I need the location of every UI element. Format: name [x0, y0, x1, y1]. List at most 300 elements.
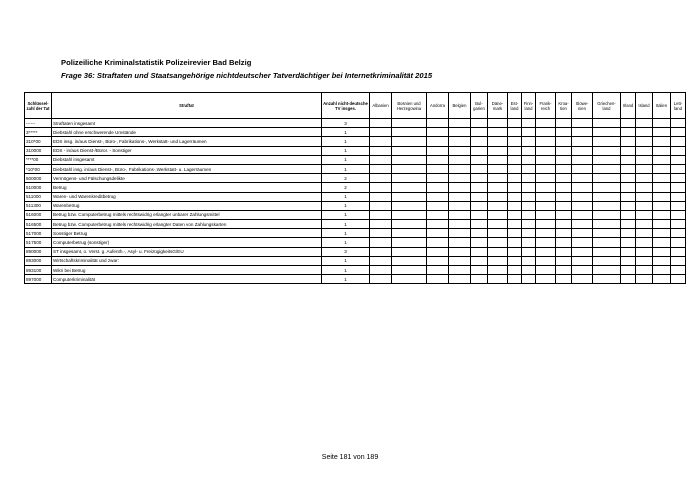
- country-cell: [536, 247, 556, 256]
- row-offense: ST insgesamt, o. Verst. g. Aufenth.-, Asyl- u. FreizügigkeitsG/EU: [52, 247, 322, 256]
- country-cell: [636, 238, 653, 247]
- country-cell: [536, 229, 556, 238]
- country-cell: [392, 238, 427, 247]
- country-cell: [653, 220, 671, 229]
- country-cell: [427, 155, 449, 164]
- table-row: [25, 119, 686, 128]
- row-offense: Diebstahl ohne erschwerende Umstände: [52, 128, 322, 137]
- country-cell: [572, 137, 593, 146]
- country-cell: [536, 275, 556, 284]
- country-cell: [488, 247, 508, 256]
- country-cell: [370, 164, 392, 173]
- country-cell: [427, 146, 449, 155]
- country-cell: [536, 174, 556, 183]
- country-cell: [392, 164, 427, 173]
- country-cell: [488, 164, 508, 173]
- country-cell: [653, 210, 671, 219]
- table-header-row: [25, 93, 686, 119]
- country-cell: [392, 128, 427, 137]
- country-cell: [488, 275, 508, 284]
- header-country: Irland: [621, 93, 636, 119]
- country-cell: [522, 256, 536, 265]
- country-cell: [671, 164, 686, 173]
- country-cell: [621, 266, 636, 275]
- country-cell: [392, 183, 427, 192]
- country-cell: [621, 146, 636, 155]
- country-cell: [536, 201, 556, 210]
- country-cell: [427, 128, 449, 137]
- country-cell: [593, 155, 621, 164]
- country-cell: [621, 256, 636, 265]
- country-cell: [508, 164, 522, 173]
- country-cell: [556, 229, 572, 238]
- row-offense: Betrug bzw. Computerbetrug mittels rechtswidrig erlangter Daten von Zahlungskarten: [52, 220, 322, 229]
- country-cell: [653, 266, 671, 275]
- statistics-table: [24, 92, 686, 284]
- row-count: 1: [322, 275, 370, 284]
- country-cell: [370, 146, 392, 155]
- country-cell: [522, 238, 536, 247]
- country-cell: [536, 210, 556, 219]
- country-cell: [653, 137, 671, 146]
- country-cell: [427, 137, 449, 146]
- country-cell: [536, 256, 556, 265]
- row-count: 1: [322, 146, 370, 155]
- country-cell: [449, 183, 471, 192]
- country-cell: [621, 220, 636, 229]
- country-cell: [449, 275, 471, 284]
- row-count: 1: [322, 220, 370, 229]
- row-offense: Wikri bei Betrug: [52, 266, 322, 275]
- country-cell: [572, 275, 593, 284]
- country-cell: [621, 210, 636, 219]
- country-cell: [572, 256, 593, 265]
- country-cell: [572, 128, 593, 137]
- country-cell: [536, 146, 556, 155]
- table-row: [25, 201, 686, 210]
- country-cell: [653, 128, 671, 137]
- country-cell: [671, 192, 686, 201]
- country-cell: [671, 247, 686, 256]
- country-cell: [593, 220, 621, 229]
- country-cell: [671, 238, 686, 247]
- header-country: Lett-land: [671, 93, 686, 119]
- country-cell: [392, 119, 427, 128]
- country-cell: [508, 137, 522, 146]
- country-cell: [522, 210, 536, 219]
- row-count: 1: [322, 210, 370, 219]
- country-cell: [671, 275, 686, 284]
- country-cell: [471, 183, 488, 192]
- row-offense: Computerkriminalität: [52, 275, 322, 284]
- country-cell: [449, 256, 471, 265]
- country-cell: [536, 238, 556, 247]
- row-count: 1: [322, 266, 370, 275]
- header-country: Italien: [653, 93, 671, 119]
- country-cell: [671, 137, 686, 146]
- country-cell: [370, 119, 392, 128]
- table-row: [25, 247, 686, 256]
- country-cell: [392, 266, 427, 275]
- country-cell: [572, 183, 593, 192]
- document-subtitle: Frage 36: Straftaten und Staatsangehörige nichtdeutscher Tatverdächtiger bei Internetkriminalität 2015: [61, 71, 433, 80]
- country-cell: [488, 210, 508, 219]
- country-cell: [671, 174, 686, 183]
- table-row: [25, 192, 686, 201]
- row-offense: EDS - in/aus Dienst-/Büror. - Sonstiger: [52, 146, 322, 155]
- country-cell: [593, 247, 621, 256]
- country-cell: [556, 183, 572, 192]
- header-country: Slowe-nien: [572, 93, 593, 119]
- country-cell: [653, 119, 671, 128]
- header-country: Est-land: [508, 93, 522, 119]
- country-cell: [392, 201, 427, 210]
- header-country: Frank-reich: [536, 93, 556, 119]
- country-cell: [621, 275, 636, 284]
- country-cell: [522, 128, 536, 137]
- country-cell: [572, 210, 593, 219]
- country-cell: [508, 256, 522, 265]
- country-cell: [653, 155, 671, 164]
- country-cell: [636, 229, 653, 238]
- country-cell: [508, 275, 522, 284]
- country-cell: [471, 137, 488, 146]
- country-cell: [572, 146, 593, 155]
- country-cell: [671, 266, 686, 275]
- row-count: 1: [322, 155, 370, 164]
- country-cell: [536, 128, 556, 137]
- country-cell: [370, 247, 392, 256]
- country-cell: [471, 220, 488, 229]
- country-cell: [370, 137, 392, 146]
- country-cell: [653, 275, 671, 284]
- country-cell: [653, 201, 671, 210]
- row-count: 1: [322, 229, 370, 238]
- table-row: [25, 275, 686, 284]
- country-cell: [621, 137, 636, 146]
- country-cell: [427, 266, 449, 275]
- country-cell: [572, 220, 593, 229]
- country-cell: [556, 192, 572, 201]
- country-cell: [621, 164, 636, 173]
- row-offense: EDS insg. in/aus Dienst-, Büro-, Fabrikations-, Werkstatt- und Lagerräumen: [52, 137, 322, 146]
- country-cell: [572, 229, 593, 238]
- table-row: [25, 164, 686, 173]
- country-cell: [488, 266, 508, 275]
- country-cell: [471, 155, 488, 164]
- row-key: 516500: [25, 220, 52, 229]
- country-cell: [488, 238, 508, 247]
- country-cell: [508, 210, 522, 219]
- country-cell: [636, 256, 653, 265]
- country-cell: [556, 201, 572, 210]
- row-count: 1: [322, 238, 370, 247]
- row-count: 1: [322, 201, 370, 210]
- country-cell: [636, 155, 653, 164]
- country-cell: [508, 220, 522, 229]
- country-cell: [556, 247, 572, 256]
- country-cell: [488, 137, 508, 146]
- country-cell: [508, 146, 522, 155]
- header-country: Bul-garien: [471, 93, 488, 119]
- table-row: [25, 128, 686, 137]
- country-cell: [636, 201, 653, 210]
- row-key: 511300: [25, 201, 52, 210]
- country-cell: [593, 238, 621, 247]
- country-cell: [449, 137, 471, 146]
- country-cell: [488, 146, 508, 155]
- country-cell: [671, 256, 686, 265]
- header-count: Anzahl nicht-deutsche TV insges.: [322, 93, 370, 119]
- country-cell: [508, 201, 522, 210]
- country-cell: [392, 137, 427, 146]
- country-cell: [536, 220, 556, 229]
- row-offense: Betrug bzw. Computerbetrug mittels rechtswidrig erlangter unbarer Zahlungsmittel: [52, 210, 322, 219]
- row-key: 893000: [25, 256, 52, 265]
- country-cell: [572, 155, 593, 164]
- country-cell: [522, 155, 536, 164]
- country-cell: [508, 229, 522, 238]
- country-cell: [556, 119, 572, 128]
- country-cell: [370, 192, 392, 201]
- row-key: 517000: [25, 229, 52, 238]
- country-cell: [370, 238, 392, 247]
- country-cell: [636, 119, 653, 128]
- country-cell: [671, 229, 686, 238]
- country-cell: [653, 183, 671, 192]
- table-row: [25, 210, 686, 219]
- country-cell: [449, 174, 471, 183]
- row-count: 3: [322, 247, 370, 256]
- row-key: 3*****: [25, 128, 52, 137]
- country-cell: [449, 266, 471, 275]
- country-cell: [572, 164, 593, 173]
- country-cell: [593, 146, 621, 155]
- row-count: 2: [322, 174, 370, 183]
- country-cell: [556, 137, 572, 146]
- country-cell: [621, 247, 636, 256]
- header-country: Bosnien und Herzegowina: [392, 93, 427, 119]
- country-cell: [593, 119, 621, 128]
- country-cell: [488, 220, 508, 229]
- country-cell: [392, 210, 427, 219]
- country-cell: [392, 247, 427, 256]
- country-cell: [471, 247, 488, 256]
- country-cell: [621, 183, 636, 192]
- country-cell: [522, 192, 536, 201]
- country-cell: [522, 146, 536, 155]
- country-cell: [636, 192, 653, 201]
- country-cell: [556, 128, 572, 137]
- country-cell: [471, 174, 488, 183]
- row-count: 1: [322, 256, 370, 265]
- country-cell: [593, 137, 621, 146]
- country-cell: [556, 266, 572, 275]
- country-cell: [653, 174, 671, 183]
- country-cell: [522, 229, 536, 238]
- row-key: 893100: [25, 266, 52, 275]
- country-cell: [671, 220, 686, 229]
- country-cell: [508, 183, 522, 192]
- country-cell: [449, 220, 471, 229]
- country-cell: [449, 164, 471, 173]
- row-key: 310000: [25, 146, 52, 155]
- country-cell: [593, 210, 621, 219]
- country-cell: [392, 256, 427, 265]
- country-cell: [449, 119, 471, 128]
- country-cell: [621, 201, 636, 210]
- country-cell: [392, 275, 427, 284]
- country-cell: [593, 128, 621, 137]
- table-row: [25, 220, 686, 229]
- country-cell: [471, 164, 488, 173]
- country-cell: [556, 174, 572, 183]
- row-key: 516000: [25, 210, 52, 219]
- country-cell: [572, 192, 593, 201]
- country-cell: [653, 238, 671, 247]
- country-cell: [593, 266, 621, 275]
- country-cell: [522, 137, 536, 146]
- country-cell: [370, 266, 392, 275]
- country-cell: [471, 210, 488, 219]
- table-row: [25, 238, 686, 247]
- country-cell: [556, 210, 572, 219]
- country-cell: [427, 192, 449, 201]
- country-cell: [653, 229, 671, 238]
- country-cell: [653, 192, 671, 201]
- country-cell: [621, 119, 636, 128]
- header-country: Griechen-land: [593, 93, 621, 119]
- country-cell: [449, 155, 471, 164]
- country-cell: [572, 174, 593, 183]
- country-cell: [536, 155, 556, 164]
- country-cell: [508, 174, 522, 183]
- country-cell: [370, 229, 392, 238]
- country-cell: [508, 247, 522, 256]
- country-cell: [370, 210, 392, 219]
- row-key: 310*00: [25, 137, 52, 146]
- country-cell: [556, 238, 572, 247]
- country-cell: [522, 266, 536, 275]
- country-cell: [636, 266, 653, 275]
- country-cell: [556, 275, 572, 284]
- country-cell: [370, 220, 392, 229]
- row-key: ****00: [25, 155, 52, 164]
- country-cell: [636, 275, 653, 284]
- country-cell: [636, 146, 653, 155]
- row-key: 897000: [25, 275, 52, 284]
- country-cell: [522, 164, 536, 173]
- country-cell: [488, 183, 508, 192]
- country-cell: [392, 174, 427, 183]
- country-cell: [449, 192, 471, 201]
- country-cell: [593, 192, 621, 201]
- country-cell: [427, 229, 449, 238]
- country-cell: [392, 229, 427, 238]
- country-cell: [449, 229, 471, 238]
- country-cell: [370, 256, 392, 265]
- country-cell: [636, 220, 653, 229]
- table-body: [25, 119, 686, 284]
- country-cell: [449, 238, 471, 247]
- country-cell: [427, 174, 449, 183]
- row-key: 511000: [25, 192, 52, 201]
- country-cell: [621, 238, 636, 247]
- header-country: Albanien: [370, 93, 392, 119]
- country-cell: [593, 164, 621, 173]
- country-cell: [536, 164, 556, 173]
- country-cell: [471, 192, 488, 201]
- row-count: 1: [322, 192, 370, 201]
- header-country: Belgien: [449, 93, 471, 119]
- country-cell: [392, 220, 427, 229]
- country-cell: [671, 146, 686, 155]
- country-cell: [449, 201, 471, 210]
- country-cell: [636, 137, 653, 146]
- country-cell: [671, 183, 686, 192]
- country-cell: [572, 238, 593, 247]
- table-row: [25, 174, 686, 183]
- country-cell: [488, 155, 508, 164]
- country-cell: [671, 201, 686, 210]
- row-offense: Straftaten insgesamt: [52, 119, 322, 128]
- country-cell: [572, 266, 593, 275]
- country-cell: [427, 183, 449, 192]
- country-cell: [471, 238, 488, 247]
- country-cell: [636, 128, 653, 137]
- country-cell: [636, 247, 653, 256]
- row-key: 500000: [25, 174, 52, 183]
- country-cell: [593, 229, 621, 238]
- country-cell: [471, 119, 488, 128]
- table-row: [25, 229, 686, 238]
- country-cell: [636, 183, 653, 192]
- country-cell: [621, 192, 636, 201]
- country-cell: [370, 174, 392, 183]
- country-cell: [621, 229, 636, 238]
- country-cell: [593, 174, 621, 183]
- country-cell: [427, 220, 449, 229]
- country-cell: [370, 275, 392, 284]
- country-cell: [621, 174, 636, 183]
- country-cell: [488, 192, 508, 201]
- country-cell: [471, 229, 488, 238]
- row-offense: Sonstiger Betrug: [52, 229, 322, 238]
- country-cell: [522, 183, 536, 192]
- country-cell: [556, 256, 572, 265]
- country-cell: [488, 201, 508, 210]
- row-offense: Waren- und Warenkreditbetrug: [52, 192, 322, 201]
- country-cell: [536, 266, 556, 275]
- country-cell: [370, 128, 392, 137]
- country-cell: [536, 119, 556, 128]
- country-cell: [536, 192, 556, 201]
- country-cell: [427, 119, 449, 128]
- header-offense: Straftat: [52, 93, 322, 119]
- row-count: 3: [322, 119, 370, 128]
- country-cell: [536, 183, 556, 192]
- country-cell: [427, 210, 449, 219]
- country-cell: [671, 155, 686, 164]
- country-cell: [449, 247, 471, 256]
- row-count: 2: [322, 183, 370, 192]
- country-cell: [522, 220, 536, 229]
- country-cell: [392, 146, 427, 155]
- country-cell: [508, 128, 522, 137]
- country-cell: [621, 155, 636, 164]
- country-cell: [653, 146, 671, 155]
- country-cell: [427, 201, 449, 210]
